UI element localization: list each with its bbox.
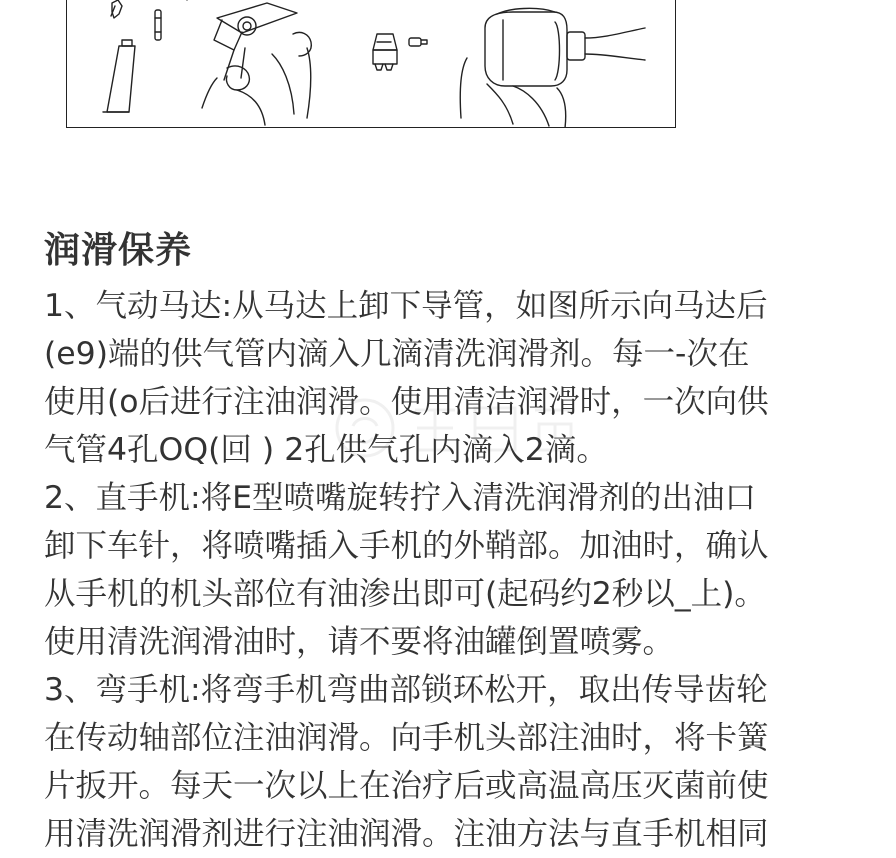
text-line: 使用清洗润滑油时，请不要将油罐倒置喷雾。 <box>44 624 675 660</box>
text-line: 在传动轴部位注油润滑。向手机头部注油时，将卡簧 <box>44 720 769 756</box>
text-line: 3、弯手机:将弯手机弯曲部锁环松开，取出传导齿轮 <box>44 672 768 708</box>
text-line: 2、直手机:将E型喷嘴旋转拧入清洗润滑剂的出油口 <box>44 480 757 516</box>
lubrication-instructions <box>44 282 864 858</box>
section-heading: 润滑保养 <box>44 230 193 271</box>
text-line: 使用(o后进行注油润滑。使用清洁润滑时，一次向供 <box>44 384 769 420</box>
spray-can-illustration <box>460 8 645 128</box>
text-line: 气管4孔OQ(回 ) 2孔供气孔内滴入2滴。 <box>44 432 608 468</box>
text-line: 用清洗润滑剂进行注油润滑。注油方法与直手机相同 <box>44 816 769 852</box>
nozzle-parts-illustration <box>373 34 427 70</box>
tools-and-lubricant-tube-illustration <box>103 0 161 112</box>
text-line: (e9)端的供气管内滴入几滴清洗润滑剂。每一-次在 <box>44 336 750 372</box>
handpiece-in-hand-illustration <box>202 3 311 125</box>
text-line: 从手机的机头部位有油渗出即可(起码约2秒以_上)。 <box>44 576 766 612</box>
illustration-frame <box>66 0 676 128</box>
text-line: 片扳开。每天一次以上在治疗后或高温高压灭菌前使 <box>44 768 769 804</box>
text-line: 1、气动马达:从马达上卸下导管，如图所示向马达后 <box>44 288 768 324</box>
text-line: 卸下车针，将喷嘴插入手机的外鞘部。加油时，确认 <box>44 528 769 564</box>
